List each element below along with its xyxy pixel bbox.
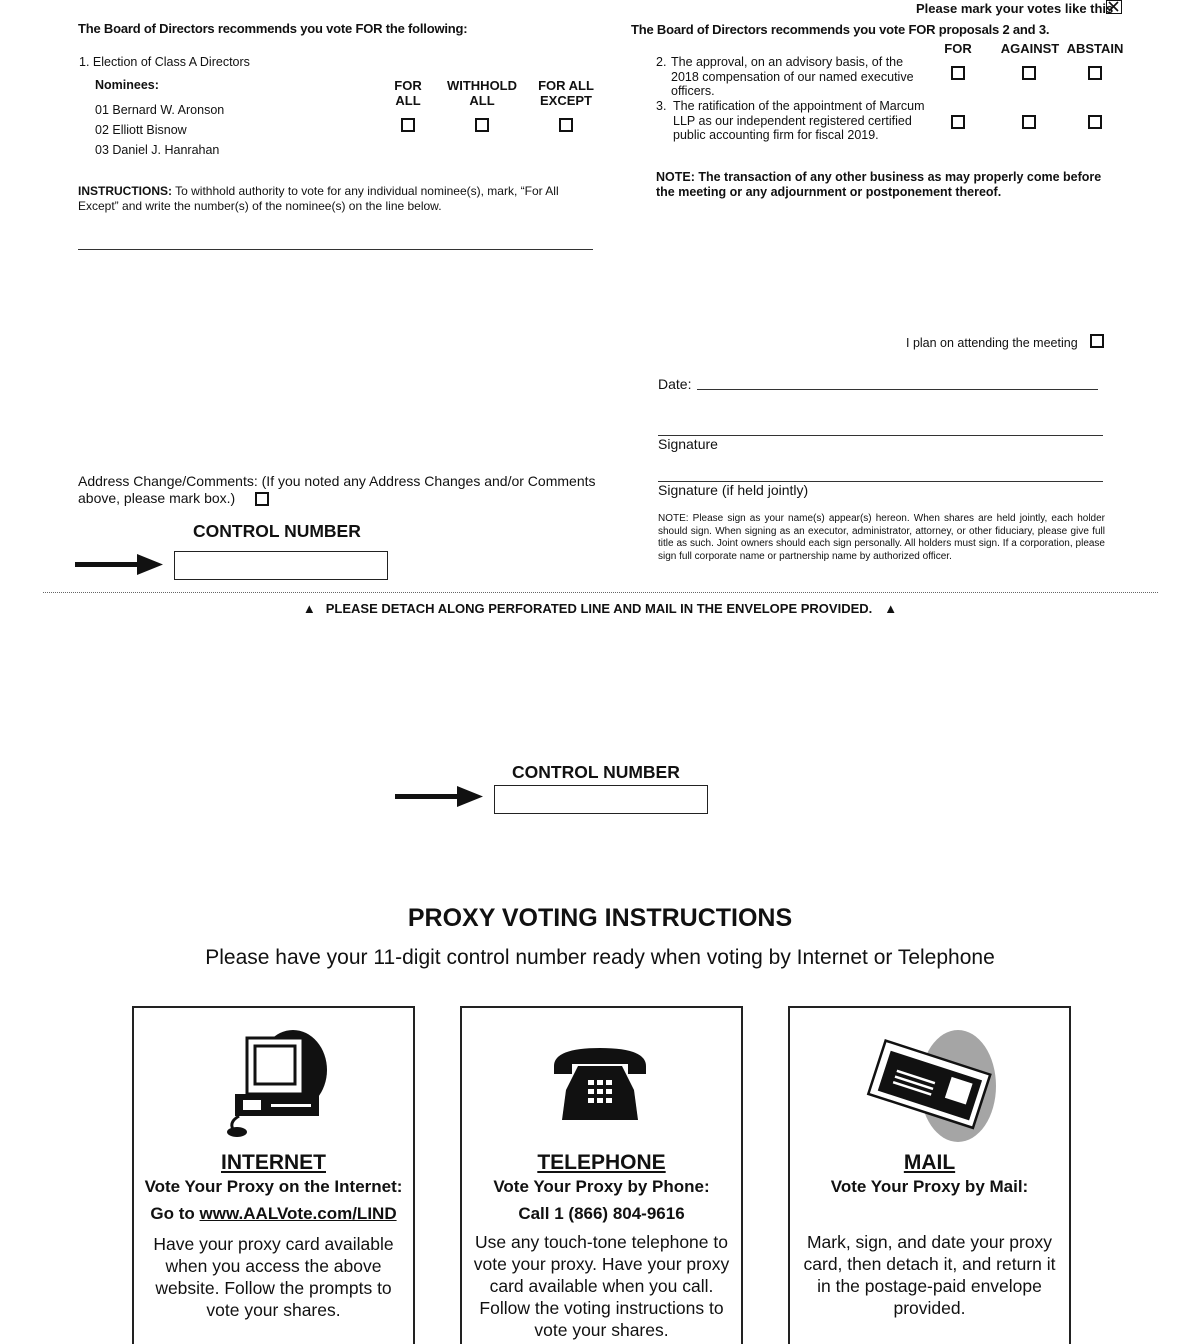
address-change [78, 473, 638, 506]
telephone-panel [460, 1006, 743, 1344]
internet-url-prefix: Go to [150, 1204, 200, 1223]
nominee-exception-line[interactable] [78, 249, 593, 250]
internet-url-link[interactable]: www.AALVote.com/LIND [199, 1204, 397, 1223]
date-label: Date: [658, 376, 692, 392]
instructions-text: To withhold authority to vote for any individual nominee(s), mark, “For All Except” and write the number(s) of the nominee(s) on the line below. [78, 184, 559, 213]
internet-sub: Vote Your Proxy on the Internet: [144, 1177, 403, 1196]
address-change-checkbox[interactable] [255, 492, 269, 506]
col-for-all: FOR ALL [394, 78, 422, 108]
perforated-line [43, 592, 1158, 593]
signature-label: Signature [658, 436, 718, 452]
note-other-business: NOTE: The transaction of any other business as may properly come before the meeting or any adjournment or postponement thereof. [656, 170, 1102, 199]
nominee-2: 02 Elliott Bisnow [95, 123, 187, 137]
col-abstain: ABSTAIN [1066, 41, 1124, 56]
instructions-label: INSTRUCTIONS: [78, 184, 172, 198]
signature-joint-label: Signature (if held jointly) [658, 482, 809, 498]
telephone-sub: Vote Your Proxy by Phone: [493, 1177, 710, 1196]
internet-panel [132, 1006, 415, 1344]
computer-icon [221, 1028, 331, 1138]
signature-note: NOTE: Please sign as your name(s) appear(s) hereon. When shares are held jointly, each holder should sign. When signing as an executor, administrator, attorney, or other fiduciary, please give full title as such. Joint owners should each sign personally. All holders must sign. If a corporation, please sign full corporate name or partnership name by authorized officer. [658, 513, 1105, 562]
col-withhold-all: WITHHOLD ALL [446, 78, 518, 108]
col-against: AGAINST [1000, 41, 1060, 56]
board-recommends-left: The Board of Directors recommends you vote FOR the following: [78, 21, 468, 36]
proposal3-against-checkbox[interactable] [1022, 115, 1036, 129]
example-mark-icon [1106, 0, 1122, 14]
telephone-icon [550, 1044, 650, 1124]
date-line[interactable] [697, 389, 1098, 390]
triangle-up-icon: ▲ [884, 601, 898, 616]
proposal2-for-checkbox[interactable] [951, 66, 965, 80]
triangle-up-icon: ▲ [302, 601, 316, 616]
detach-instructions [0, 601, 1200, 616]
internet-title: INTERNET [221, 1151, 326, 1174]
arrow-right-icon [395, 786, 487, 808]
telephone-number: Call 1 (866) 804-9616 [518, 1204, 685, 1223]
proposal3-text: The ratification of the appointment of Marcum LLP as our independent registered certified public accounting firm for fiscal 2019. [673, 99, 925, 142]
proxy-subtitle: Please have your 11-digit control number ready when voting by Internet or Telephone [205, 946, 995, 969]
proposal3-num: 3. [656, 99, 667, 113]
detach-text: PLEASE DETACH ALONG PERFORATED LINE AND MAIL IN THE ENVELOPE PROVIDED. [325, 601, 873, 616]
internet-url-line [134, 1204, 413, 1224]
for-all-checkbox[interactable] [401, 118, 415, 132]
proxy-title: PROXY VOTING INSTRUCTIONS [407, 904, 793, 932]
col-for: FOR [944, 41, 972, 56]
control-number-label-top: CONTROL NUMBER [193, 521, 361, 541]
mail-body: Mark, sign, and date your proxy card, then detach it, and return it in the postage-paid envelope provided. [803, 1232, 1056, 1318]
control-number-box-bottom[interactable] [494, 785, 708, 814]
proposal2-num: 2. [656, 55, 667, 69]
mail-envelope-icon [862, 1024, 998, 1142]
col-for-all-except: FOR ALL EXCEPT [538, 78, 594, 108]
nominees-label: Nominees: [95, 78, 159, 92]
attending-checkbox[interactable] [1090, 334, 1104, 348]
mail-title: MAIL [903, 1151, 956, 1174]
nominee-1: 01 Bernard W. Aronson [95, 103, 225, 117]
mail-sub: Vote Your Proxy by Mail: [830, 1177, 1029, 1196]
for-all-except-checkbox[interactable] [559, 118, 573, 132]
telephone-body: Use any touch-tone telephone to vote your proxy. Have your proxy card available when you call. Follow the voting instructions to vote your shares. [473, 1232, 730, 1340]
proposal3-for-checkbox[interactable] [951, 115, 965, 129]
address-change-text: Address Change/Comments: (If you noted any Address Changes and/or Comments above, please mark box.) [78, 473, 596, 506]
telephone-title: TELEPHONE [537, 1151, 666, 1174]
internet-body: Have your proxy card available when you access the above website. Follow the prompts to vote your shares. [153, 1234, 394, 1320]
mail-panel [788, 1006, 1071, 1344]
nominee-3: 03 Daniel J. Hanrahan [95, 143, 220, 157]
arrow-right-icon [75, 554, 165, 576]
signature-line[interactable] [658, 435, 1103, 436]
mark-votes-label: Please mark your votes like this [916, 1, 1114, 16]
control-number-box-top[interactable] [174, 551, 388, 580]
control-number-label-bottom: CONTROL NUMBER [512, 762, 680, 782]
board-recommends-right: The Board of Directors recommends you vote FOR proposals 2 and 3. [631, 22, 1050, 37]
proposal3-abstain-checkbox[interactable] [1088, 115, 1102, 129]
withhold-all-checkbox[interactable] [475, 118, 489, 132]
proposal2-text: The approval, on an advisory basis, of the 2018 compensation of our named executive officers. [671, 55, 914, 98]
proposal2-against-checkbox[interactable] [1022, 66, 1036, 80]
attending-label: I plan on attending the meeting [906, 336, 1078, 350]
proposal2-abstain-checkbox[interactable] [1088, 66, 1102, 80]
proposal1-title: 1. Election of Class A Directors [79, 55, 250, 69]
instructions [78, 184, 598, 214]
